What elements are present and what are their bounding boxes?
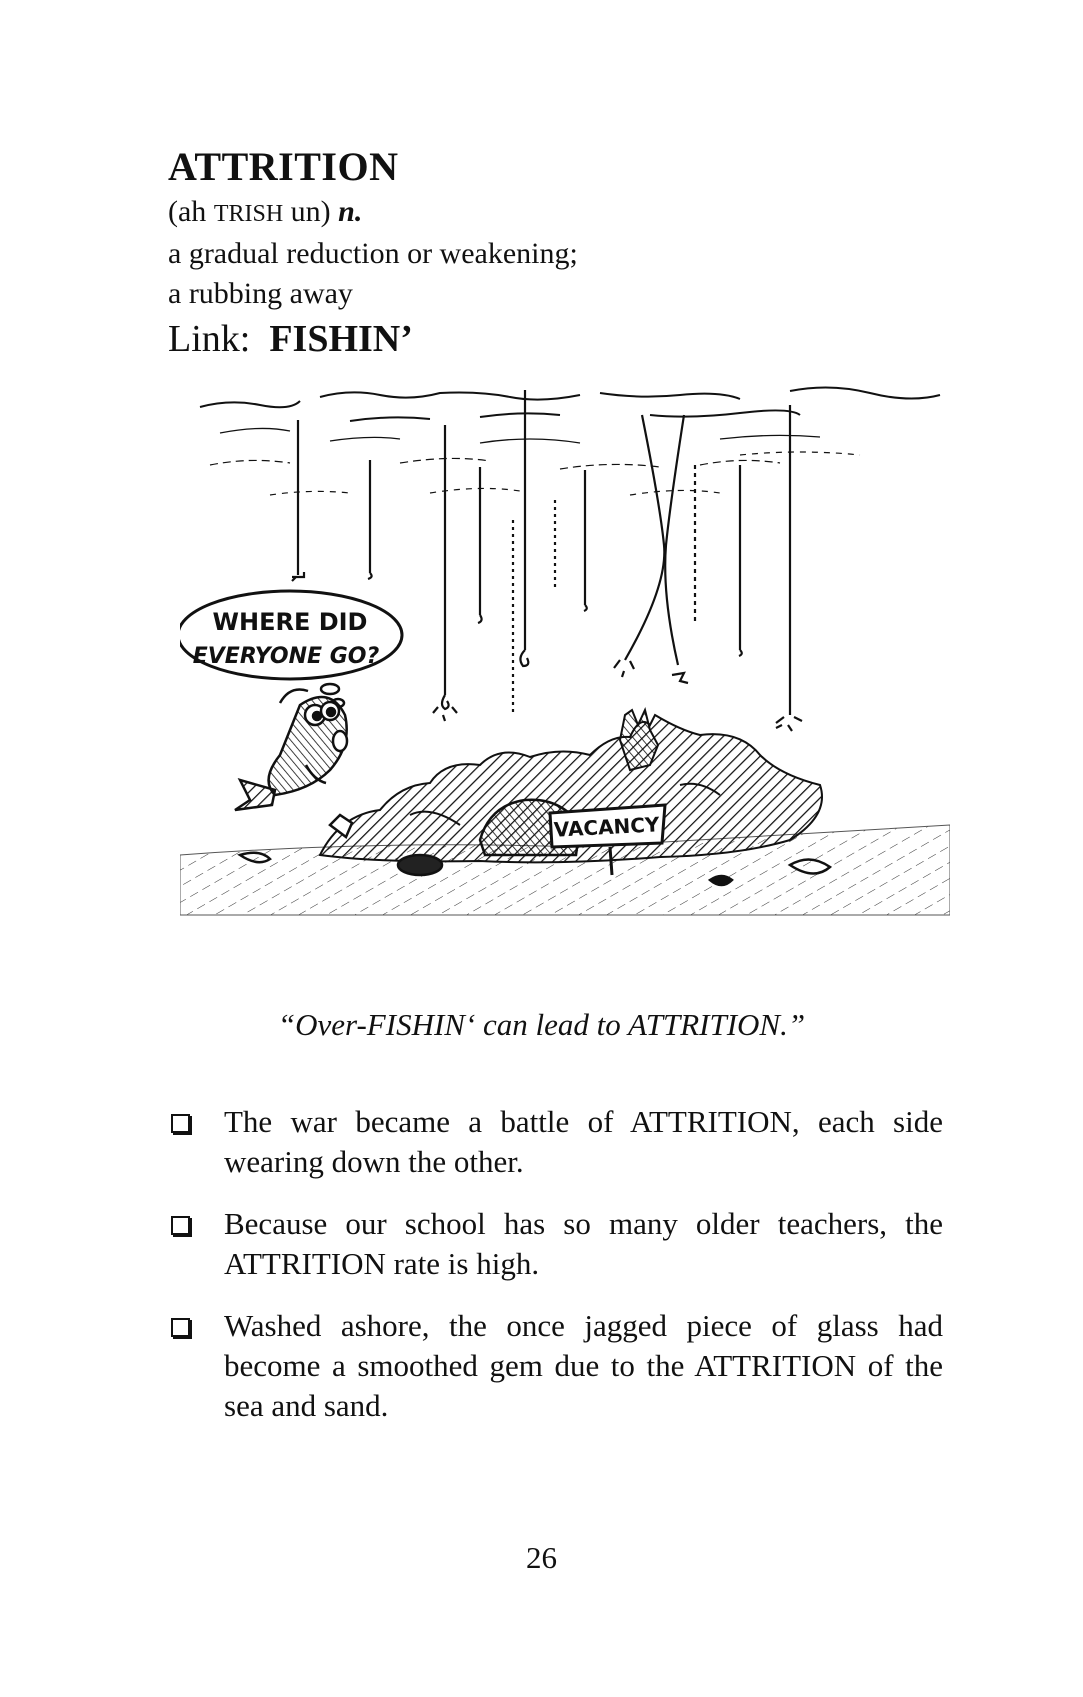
example-item: [168, 1204, 943, 1284]
speech-line-2: EVERYONE GO?: [192, 644, 380, 669]
page-number: 26: [526, 1540, 557, 1575]
checkbox-icon[interactable]: [171, 1318, 190, 1337]
example-text: Washed ashore, the once jagged piece of glass had become a smoothed gem due to the ATTRITION of the sea and sand.: [224, 1308, 943, 1423]
example-item: [168, 1306, 943, 1426]
checkbox-icon[interactable]: [171, 1114, 190, 1133]
checkbox-icon[interactable]: [171, 1216, 190, 1235]
speech-bubble: [180, 591, 402, 707]
part-of-speech: n.: [338, 195, 363, 228]
cartoon-caption: “Over-FISHIN‘ can lead to ATTRITION.”: [277, 1007, 806, 1042]
water-surface: [200, 387, 940, 495]
link-word: FISHIN’: [269, 318, 413, 360]
vocab-entry: [168, 142, 578, 364]
cartoon-illustration: [180, 385, 950, 995]
vacancy-sign-text: VACANCY: [553, 812, 661, 842]
speech-line-1: WHERE DID: [212, 608, 368, 636]
pronunciation: [168, 192, 578, 234]
fishing-lines: [292, 390, 802, 731]
link-line: [168, 314, 578, 364]
definition-line-2: a rubbing away: [168, 277, 353, 310]
link-label: Link:: [168, 318, 251, 360]
example-item: [168, 1102, 943, 1182]
example-text: Because our school has so many older teachers, the ATTRITION rate is high.: [224, 1206, 943, 1281]
pronunciation-prefix: (ah: [168, 195, 214, 228]
entry-word: ATTRITION: [168, 144, 399, 189]
example-list: [168, 1102, 943, 1448]
pronunciation-stressed: TRISH: [213, 201, 284, 227]
pronunciation-suffix: un): [283, 195, 339, 228]
definition-line-1: a gradual reduction or weakening;: [168, 237, 578, 270]
fish-character: [235, 690, 347, 811]
example-text: The war became a battle of ATTRITION, each side wearing down the other.: [224, 1104, 943, 1179]
